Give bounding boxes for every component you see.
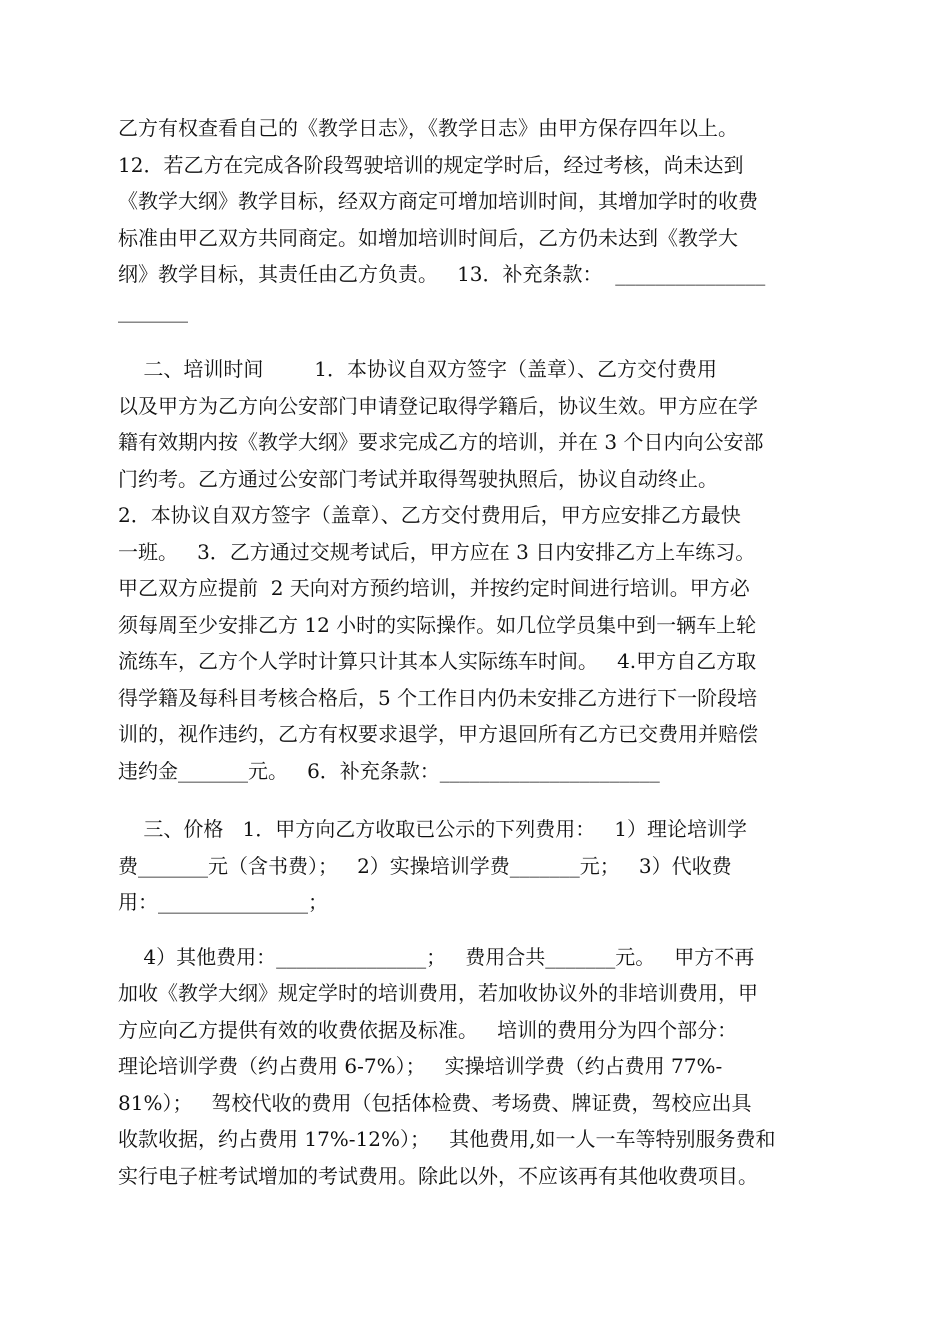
text-line: 《教学大纲》教学目标，经双方商定可增加培训时间，其增加学时的收费 xyxy=(118,189,758,213)
text-line: 籍有效期内按《教学大纲》要求完成乙方的培训，并在 3 个日内向公安部 xyxy=(118,430,764,454)
text-line: 门约考。乙方通过公安部门考试并取得驾驶执照后，协议自动终止。 xyxy=(118,466,718,491)
text-line: 4）其他费用：_______________； 费用合共_______元。 甲方不再 xyxy=(118,944,755,969)
text-line: 三、价格 1．甲方向乙方收取已公示的下列费用： 1）理论培训学 xyxy=(118,817,748,841)
text-line: 费_______元（含书费）； 2）实操培训学费_______元； 3）代收费 xyxy=(118,853,732,878)
text-line: 实行电子桩考试增加的考试费用。除此以外，不应该再有其他收费项目。 xyxy=(118,1163,758,1188)
text-line: 得学籍及每科目考核合格后，5 个工作日内仍未安排乙方进行下一阶段培 xyxy=(118,685,758,710)
text-line: 12．若乙方在完成各阶段驾驶培训的规定学时后，经过考核，尚未达到 xyxy=(118,152,744,177)
text-line: 流练车，乙方个人学时计算只计其本人实际练车时间。 4.甲方自乙方取 xyxy=(118,649,757,673)
text-line: 纲》教学目标，其责任由乙方负责。 13．补充条款： _______________ xyxy=(118,262,766,286)
text-line: 须每周至少安排乙方 12 小时的实际操作。如几位学员集中到一辆车上轮 xyxy=(118,612,757,637)
section-1-tail xyxy=(118,110,832,329)
document-page xyxy=(118,110,832,1194)
text-line: 训的，视作违约，乙方有权要求退学，甲方退回所有乙方已交费用并赔偿 xyxy=(118,722,758,746)
text-line: 收款收据，约占费用 17%-12%）； 其他费用,如一人一车等特别服务费和 xyxy=(118,1127,776,1151)
text-line: 2．本协议自双方签字（盖章）、乙方交付费用后，甲方应安排乙方最快 xyxy=(118,503,741,527)
text-line: _______ xyxy=(118,298,188,323)
section-3-other-fees xyxy=(118,939,832,1195)
section-2-training-time xyxy=(118,351,832,789)
text-line: 乙方有权查看自己的《教学日志》，《教学日志》由甲方保存四年以上。 xyxy=(118,116,738,140)
text-line: 违约金_______元。 6．补充条款：______________________ xyxy=(118,758,660,783)
text-line: 二、培训时间 1．本协议自双方签字（盖章）、乙方交付费用 xyxy=(118,357,718,381)
section-3-price xyxy=(118,811,832,921)
text-line: 一班。 3．乙方通过交规考试后，甲方应在 3 日内安排乙方上车练习。 xyxy=(118,539,756,564)
text-line: 标准由甲乙双方共同商定。如增加培训时间后，乙方仍未达到《教学大 xyxy=(118,225,738,250)
text-line: 以及甲方为乙方向公安部门申请登记取得学籍后，协议生效。甲方应在学 xyxy=(118,393,758,418)
text-line: 用：_______________； xyxy=(118,890,328,914)
text-line: 方应向乙方提供有效的收费依据及标准。 培训的费用分为四个部分： xyxy=(118,1017,738,1042)
text-line: 81%）； 驾校代收的费用（包括体检费、考场费、牌证费，驾校应出具 xyxy=(118,1090,752,1115)
text-line: 甲乙双方应提前 2 天向对方预约培训，并按约定时间进行培训。甲方必 xyxy=(118,576,750,600)
text-line: 理论培训学费（约占费用 6-7%）； 实操培训学费（约占费用 77%- xyxy=(118,1054,723,1078)
text-line: 加收《教学大纲》规定学时的培训费用，若加收协议外的非培训费用，甲 xyxy=(118,981,758,1005)
